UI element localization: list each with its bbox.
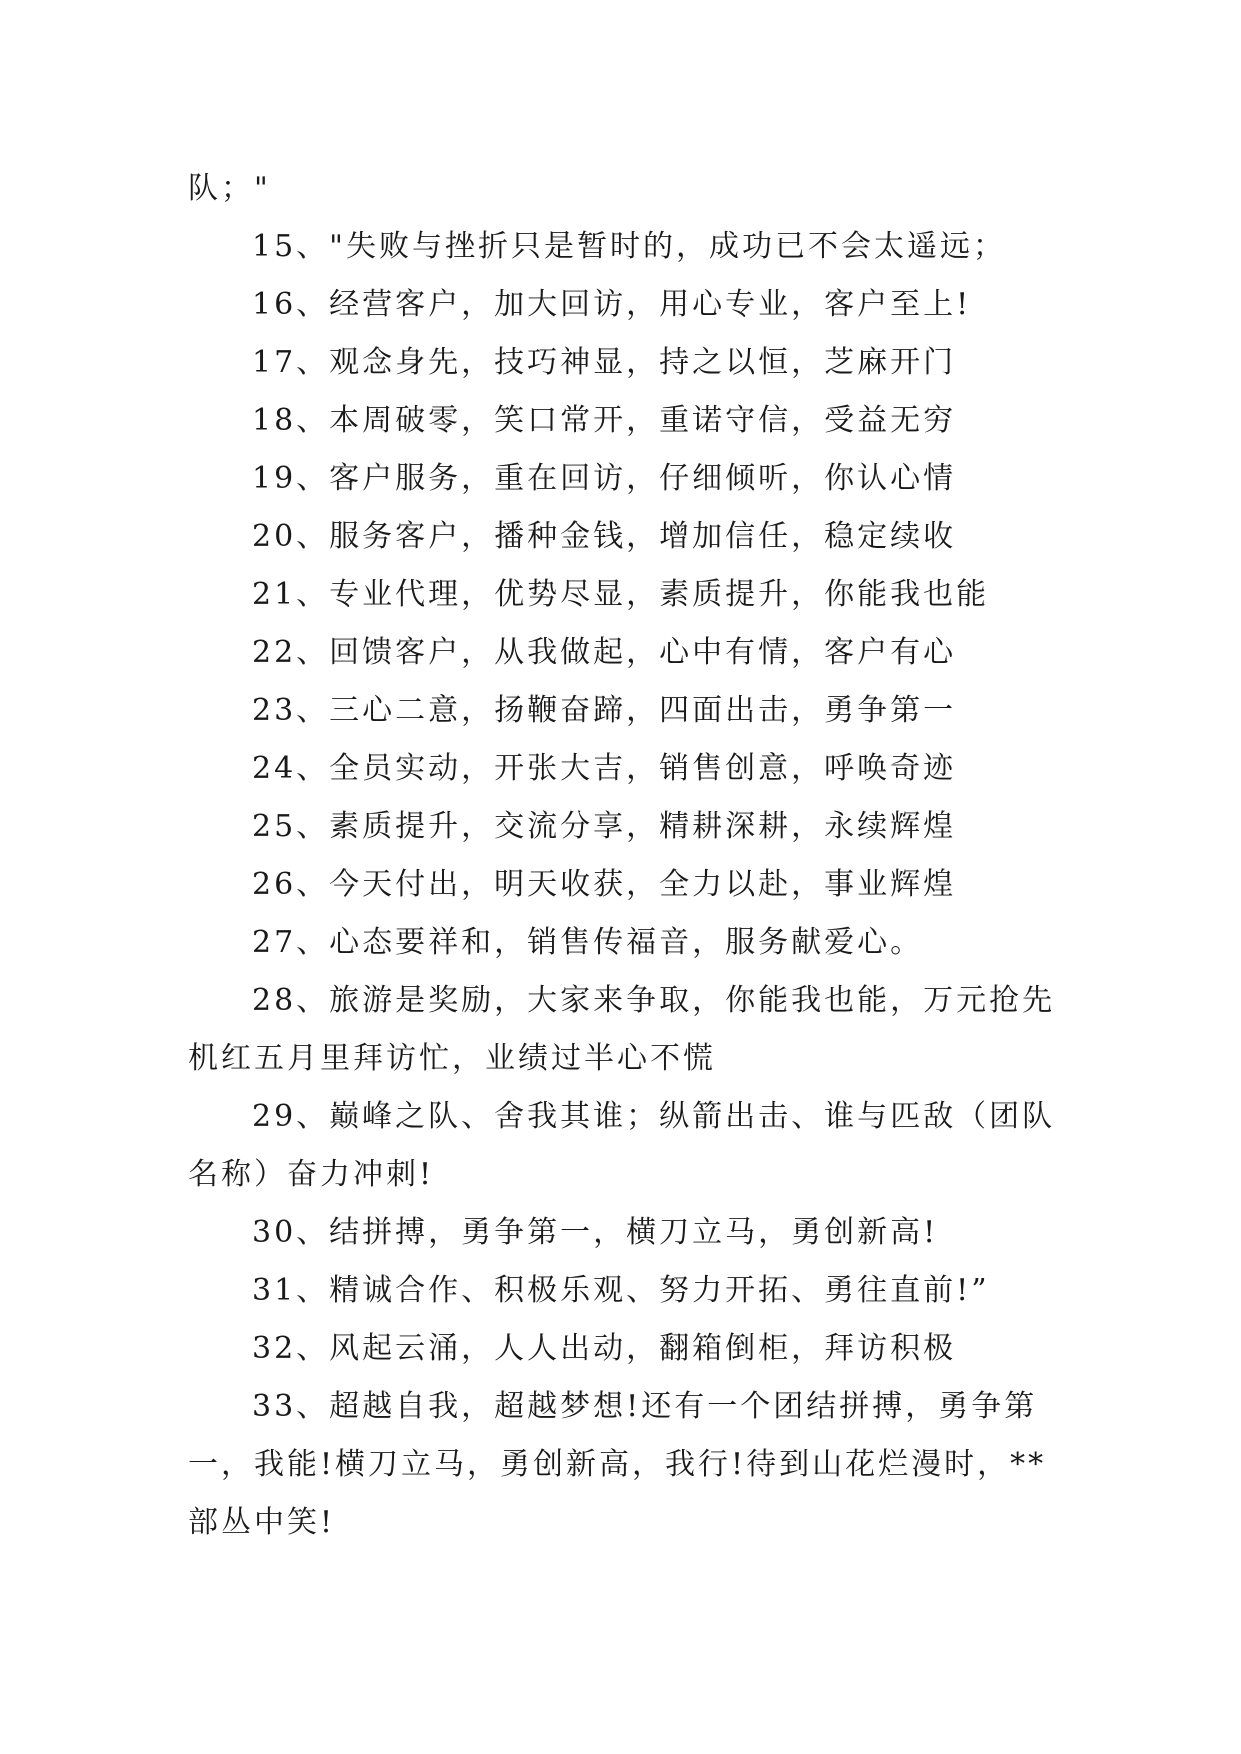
slogan-item-16: 16、经营客户，加大回访，用心专业，客户至上!: [252, 287, 972, 322]
slogan-item-17: 17、观念身先，技巧神显，持之以恒，芝麻开门: [252, 345, 957, 380]
slogan-item-32: 32、风起云涌，人人出动，翻箱倒柜，拜访积极: [252, 1331, 957, 1366]
slogan-item-33: 33、超越自我，超越梦想!还有一个团结拼搏，勇争第一，我能!横刀立马，勇创新高，我行!待到山花烂漫时，**部丛中笑!: [188, 1389, 1047, 1540]
paragraph-continuation: 队；": [188, 171, 271, 206]
slogan-item-24: 24、全员实动，开张大吉，销售创意，呼唤奇迹: [252, 751, 957, 786]
slogan-item-26: 26、今天付出，明天收获，全力以赴，事业辉煌: [252, 867, 957, 902]
slogan-item-20: 20、服务客户，播种金钱，增加信任，稳定续收: [252, 519, 957, 554]
slogan-item-21: 21、专业代理，优势尽显，素质提升，你能我也能: [252, 577, 990, 612]
slogan-item-25: 25、素质提升，交流分享，精耕深耕，永续辉煌: [252, 809, 957, 844]
document-body: [188, 160, 1068, 1552]
slogan-item-27: 27、心态要祥和，销售传福音，服务献爱心。: [252, 925, 924, 960]
slogan-item-18: 18、本周破零，笑口常开，重诺守信，受益无穷: [252, 403, 957, 438]
slogan-item-15: 15、"失败与挫折只是暂时的，成功已不会太遥远；: [252, 229, 1006, 264]
slogan-item-19: 19、客户服务，重在回访，仔细倾听，你认心情: [252, 461, 957, 496]
slogan-item-31: 31、精诚合作、积极乐观、努力开拓、勇往直前!”: [252, 1273, 990, 1308]
slogan-item-29: 29、巅峰之队、舍我其谁；纵箭出击、谁与匹敌（团队名称）奋力冲刺!: [188, 1099, 1056, 1192]
slogan-item-23: 23、三心二意，扬鞭奋蹄，四面出击，勇争第一: [252, 693, 957, 728]
slogan-item-22: 22、回馈客户，从我做起，心中有情，客户有心: [252, 635, 957, 670]
slogan-item-28: 28、旅游是奖励，大家来争取，你能我也能，万元抢先机红五月里拜访忙，业绩过半心不慌: [188, 983, 1056, 1076]
slogan-item-30: 30、结拼搏，勇争第一，横刀立马，勇创新高!: [252, 1215, 939, 1250]
